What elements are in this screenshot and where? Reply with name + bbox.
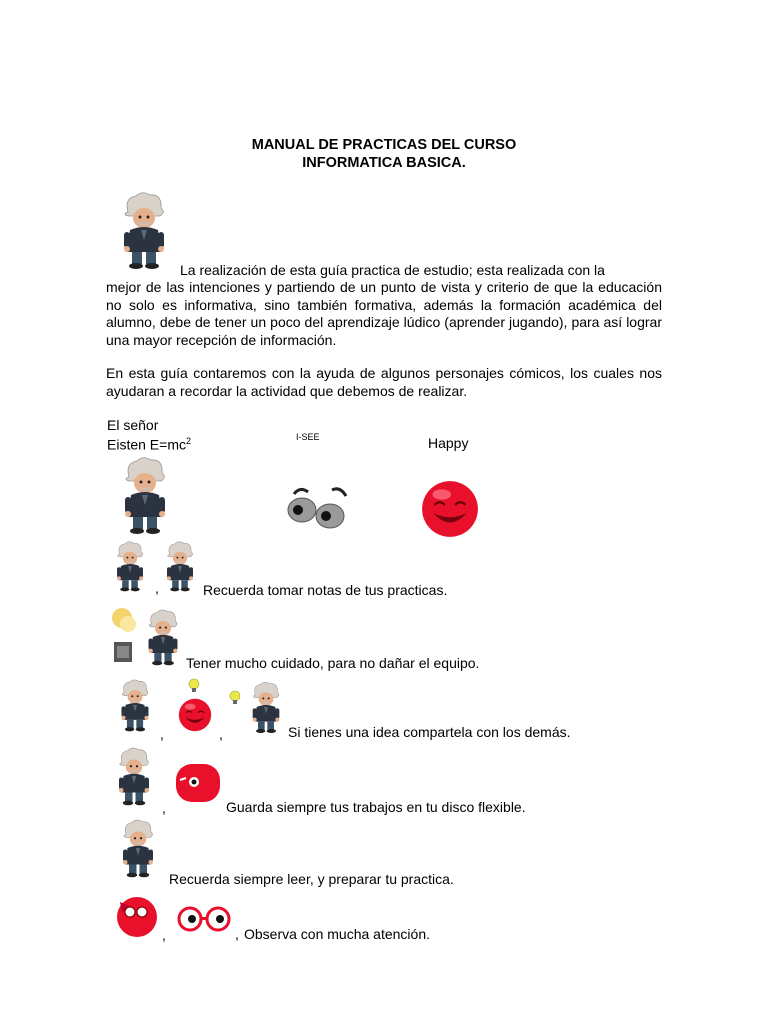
comma-separator: , — [155, 580, 159, 596]
comma-separator: , — [162, 927, 166, 943]
explosion-computer-icon — [110, 604, 138, 664]
happy-face-icon — [418, 478, 482, 540]
isee-eyes-icon — [284, 482, 354, 532]
einstein-share-icon — [246, 680, 286, 734]
einstein-label-line1: El señor — [107, 417, 159, 433]
note-be-careful: Tener mucho cuidado, para no dañar el equipo. — [186, 655, 480, 671]
einstein-figure-icon — [112, 190, 176, 270]
einstein-floppy-icon — [110, 746, 158, 806]
happy-label: Happy — [428, 435, 469, 451]
red-blob-icon — [174, 762, 222, 804]
note-save-work: Guarda siempre tus trabajos en tu disco flexible. — [226, 799, 526, 815]
document-title-line2: INFORMATICA BASICA. — [302, 155, 466, 171]
document-title-line1: MANUAL DE PRACTICAS DEL CURSO — [251, 137, 517, 153]
einstein-notes-icon-2 — [160, 540, 200, 592]
comma-separator: , — [235, 926, 239, 942]
einstein-notes-icon-1 — [110, 540, 150, 592]
guide-paragraph: En esta guía contaremos con la ayuda de algunos personajes cómicos, los cuales nos ayudaran a recordar la actividad que debemos de realizar. — [106, 365, 662, 399]
happy-idea-icon — [176, 697, 214, 733]
comma-separator: , — [219, 726, 223, 742]
note-share-idea: Si tienes una idea compartela con los demás. — [288, 724, 571, 740]
lightbulb-icon — [229, 690, 241, 706]
comma-separator: , — [162, 800, 166, 816]
note-read-prepare: Recuerda siempre leer, y preparar tu practica. — [169, 871, 454, 887]
happy-glasses-icon — [114, 892, 160, 938]
intro-paragraph: mejor de las intenciones y partiendo de un punto de vista y criterio de que la educación no solo es informativa, sino también formativa, además la formación académica del alumno, debe de tener un poco del aprendizaje lúdico (aprender jugando), para así lograr una mayor recepción de información. — [106, 279, 662, 348]
isee-label: I-SEE — [296, 432, 320, 442]
lightbulb-icon — [188, 678, 200, 694]
einstein-idea-icon — [114, 678, 156, 732]
note-observe: Observa con mucha atención. — [244, 926, 430, 942]
comma-separator: , — [160, 726, 164, 742]
einstein-label-line2: Eisten $E=mc^2$ — [107, 436, 191, 453]
note-take-notes: Recuerda tomar notas de tus practicas. — [203, 582, 448, 598]
einstein-careful-icon — [140, 608, 186, 666]
einstein-character-icon — [112, 455, 178, 535]
einstein-reading-icon — [110, 818, 166, 878]
intro-lead: La realización de esta guía practica de estudio; esta realizada con la — [180, 262, 605, 278]
glasses-eyes-icon — [176, 906, 232, 932]
